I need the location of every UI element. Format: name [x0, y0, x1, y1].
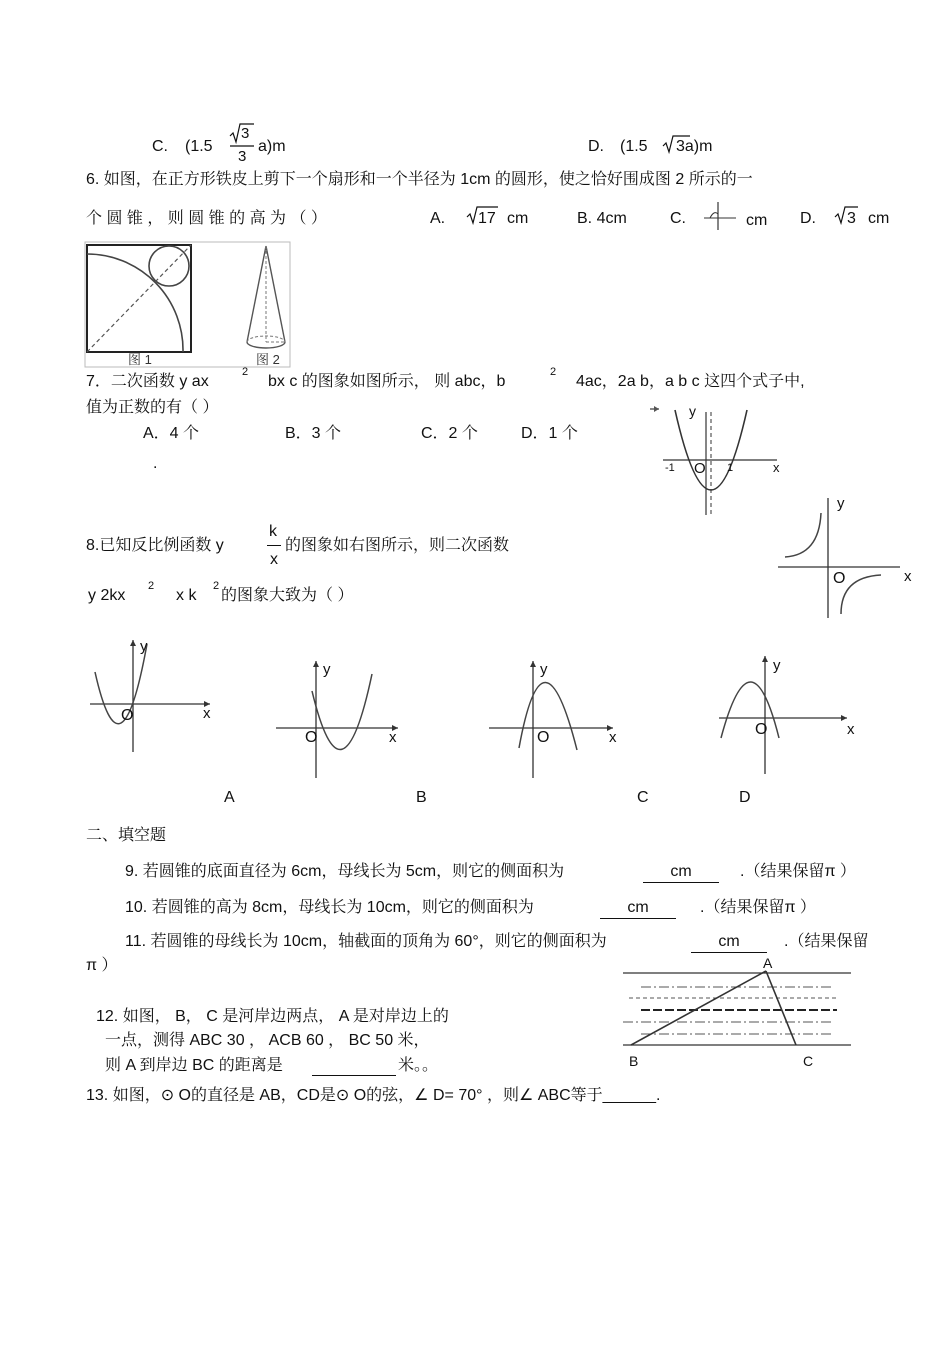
- q7-opt-b: B．3 个: [285, 425, 342, 442]
- q6-opt-a-unit: cm: [507, 210, 529, 227]
- q7-opt-d: D．1 个: [521, 425, 578, 442]
- q12-line3-post: 米。。: [398, 1057, 439, 1074]
- q13-text: 13. 如图，⊙ O的直径是 AB，CD是⊙ O的弦，∠ D= 70° ，则∠ ABC等于______.: [86, 1087, 661, 1104]
- q12-point-c: C: [803, 1053, 814, 1069]
- q7-sup-2b: 2: [550, 366, 557, 378]
- q8-option-b-letter: B: [416, 789, 427, 806]
- q8-graph-x-label: x: [904, 568, 912, 585]
- q6-line2-stem: 个 圆 锥 ， 则 圆 锥 的 高 为 （ ）: [86, 210, 327, 227]
- q8-line1-a: 8.已知反比例函数 y: [86, 537, 224, 554]
- q7-graph-neg1: -1: [665, 462, 675, 474]
- q6-fig1-caption: 图 1: [128, 352, 152, 367]
- q8-a-y-label: y: [140, 638, 148, 655]
- q6-opt-d-rad: 3: [847, 210, 856, 227]
- q6-opt-c-label: C.: [670, 210, 686, 227]
- q8-b-x-label: x: [389, 729, 397, 746]
- q6-opt-c-unit: cm: [746, 212, 768, 229]
- q8-graph-y-label: y: [837, 495, 845, 512]
- q7-parabola-graph: [645, 400, 785, 520]
- q8-graph-origin: O: [833, 570, 846, 587]
- q8-line1-b: 的图象如右图所示，则二次函数: [285, 537, 510, 554]
- q12-river-figure: [615, 953, 860, 1073]
- q7-line2: 值为正数的有（ ）: [86, 399, 219, 416]
- q12-answer-blank: [312, 1058, 396, 1076]
- q6-opt-a-rad: 17: [478, 210, 496, 227]
- q8-hyperbola-graph: [775, 493, 925, 623]
- q8-sup-2b: 2: [213, 580, 220, 592]
- q5-c-pre: (1.5: [185, 138, 213, 155]
- q12-line1: 12. 如图， B， C 是河岸边两点， A 是对岸边上的: [96, 1008, 449, 1025]
- q6-fig2-caption: 图 2: [256, 352, 280, 367]
- q7-line1-c: 4ac，2a b，a b c 这四个式子中,: [576, 373, 805, 390]
- q10-post: .（结果保留π ）: [700, 899, 816, 916]
- q5-c-label: C.: [152, 138, 168, 155]
- q7-graph-x-label: x: [773, 460, 780, 475]
- q9-answer-blank: cm: [643, 864, 719, 883]
- q7-dot: .: [153, 455, 158, 472]
- q8-sup-2a: 2: [148, 580, 155, 592]
- q8-c-y-label: y: [540, 661, 548, 678]
- q8-option-d-graph: [715, 652, 860, 777]
- q8-option-c-letter: C: [637, 789, 649, 806]
- q9-pre: 9. 若圆锥的底面直径为 6cm，母线长为 5cm，则它的侧面积为: [125, 863, 565, 880]
- q8-d-x-label: x: [847, 721, 855, 738]
- q11-pre: 11. 若圆锥的母线长为 10cm，轴截面的顶角为 60°，则它的侧面积为: [125, 933, 607, 950]
- q6-line1: 6. 如图，在正方形铁皮上剪下一个扇形和一个半径为 1cm 的圆形，使之恰好围成图 2 所示的一: [86, 171, 753, 188]
- q9-post: .（结果保留π ）: [740, 863, 856, 880]
- q7-graph-origin: O: [694, 460, 706, 477]
- q8-line2-c: 的图象大致为（ ）: [221, 587, 354, 604]
- q10-answer-blank: cm: [600, 900, 676, 919]
- q8-frac-den: x: [270, 551, 278, 568]
- q8-a-origin: O: [121, 707, 134, 724]
- q8-c-origin: O: [537, 729, 550, 746]
- q11-line2: π ）: [86, 957, 118, 974]
- q6-opt-a-label: A.: [430, 210, 446, 227]
- q7-graph-y-label: y: [689, 403, 696, 419]
- q6-opt-c-garbled-glyph: [700, 202, 740, 230]
- q6-opt-d-label: D.: [800, 210, 816, 227]
- q8-option-c-graph: [485, 656, 625, 781]
- q8-option-d-letter: D: [739, 789, 751, 806]
- q8-frac-num: k: [269, 523, 277, 540]
- q5-d-pre: (1.5: [620, 138, 648, 155]
- q12-point-b: B: [629, 1053, 639, 1069]
- q5-d-rad: 3a)m: [676, 138, 713, 155]
- q12-line3-pre: 则 A 到岸边 BC 的距离是: [105, 1057, 283, 1074]
- q11-answer-blank: cm: [691, 934, 767, 953]
- q8-option-b-graph: [272, 656, 407, 781]
- q8-line2-b: x k: [176, 587, 197, 604]
- q7-graph-pos1: 1: [727, 462, 734, 474]
- q8-option-a-letter: A: [224, 789, 235, 806]
- q8-a-x-label: x: [203, 705, 211, 722]
- q7-sup-2: 2: [242, 366, 249, 378]
- q10-pre: 10. 若圆锥的高为 8cm，母线长为 10cm，则它的侧面积为: [125, 899, 534, 916]
- q8-b-y-label: y: [323, 661, 331, 678]
- q5-d-label: D.: [588, 138, 604, 155]
- q8-frac-bar: [267, 545, 281, 546]
- q5-c-post: a)m: [258, 138, 286, 155]
- q8-c-x-label: x: [609, 729, 617, 746]
- q8-d-y-label: y: [773, 657, 781, 674]
- q6-opt-d-unit: cm: [868, 210, 890, 227]
- q7-opt-c: C．2 个: [421, 425, 478, 442]
- q7-opt-a: A．4 个: [143, 425, 200, 442]
- q5-c-den: 3: [238, 148, 247, 165]
- section-title-fill-in: 二、填空题: [86, 827, 167, 844]
- q5-c-num: 3: [241, 125, 250, 142]
- q6-figures: [85, 242, 291, 368]
- q12-line2: 一点，测得 ABC 30 ， ACB 60 ， BC 50 米，: [105, 1032, 430, 1049]
- q6-opt-b: B. 4cm: [577, 210, 627, 227]
- q8-option-a-graph: [85, 636, 220, 756]
- q8-d-origin: O: [755, 721, 768, 738]
- q12-point-a: A: [763, 955, 773, 971]
- q8-line2-a: y 2kx: [88, 587, 126, 604]
- q7-line1-b: bx c 的图象如图所示， 则 abc，b: [268, 373, 506, 390]
- q8-b-origin: O: [305, 729, 318, 746]
- q7-line1-a: 7．二次函数 y ax: [86, 373, 209, 390]
- q11-post: .（结果保留: [784, 933, 869, 950]
